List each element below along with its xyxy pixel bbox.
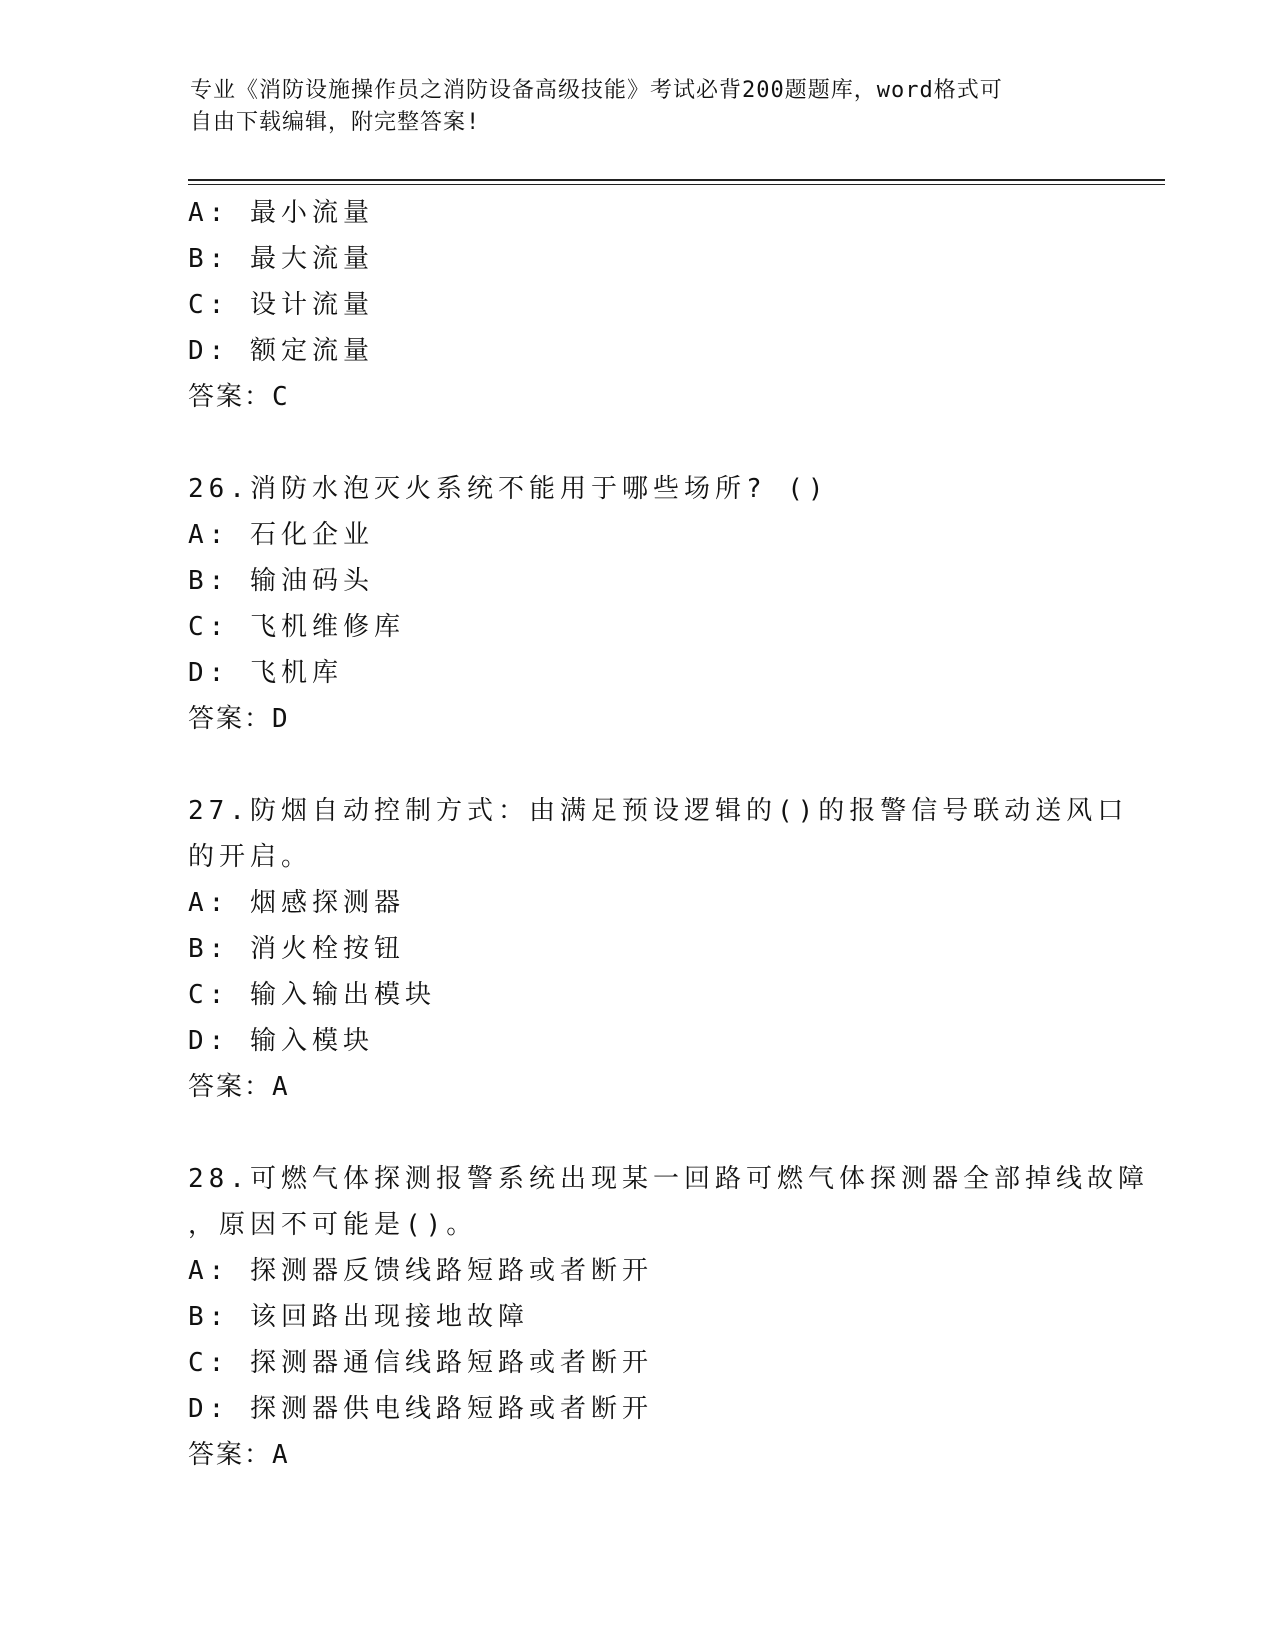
option-a: A: 石化企业 [188,520,374,550]
option-d: D: 输入模块 [188,1026,374,1056]
spacer [188,1110,1088,1156]
question-28 [188,1156,1149,1478]
header-line-1: 专业《消防设施操作员之消防设备高级技能》考试必背200题题库，word格式可 [190,78,1003,103]
spacer [188,420,1088,466]
answer-value: D [272,704,290,734]
option-c: C: 设计流量 [188,290,374,320]
question-25 [188,190,1088,420]
option-c: C: 探测器通信线路短路或者断开 [188,1348,653,1378]
option-a: A: 烟感探测器 [188,888,405,918]
option-d: D: 额定流量 [188,336,374,366]
question-27 [188,788,1129,1110]
spacer [188,742,1088,788]
document-header [190,75,1090,139]
answer-line [188,374,1088,420]
question-text-line-1: 28.可燃气体探测报警系统出现某一回路可燃气体探测器全部掉线故障 [188,1164,1149,1194]
answer-label: 答案： [188,1072,273,1102]
answer-value: C [272,382,290,412]
question-content [188,190,1149,1478]
header-line-2: 自由下载编辑，附完整答案! [190,110,481,135]
question-text-line-1: 27.防烟自动控制方式：由满足预设逻辑的()的报警信号联动送风口 [188,796,1129,826]
option-c: C: 飞机维修库 [188,612,405,642]
option-b: B: 消火栓按钮 [188,934,405,964]
option-b: B: 该回路出现接地故障 [188,1302,529,1332]
answer-label: 答案： [188,382,273,412]
question-text-line-2: ，原因不可能是()。 [188,1210,478,1240]
option-a: A: 探测器反馈线路短路或者断开 [188,1256,653,1286]
option-c: C: 输入输出模块 [188,980,436,1010]
answer-value: A [272,1072,290,1102]
header-rule-thin [188,184,1165,185]
question-text: 26.消防水泡灭火系统不能用于哪些场所? () [188,474,829,504]
option-d: D: 探测器供电线路短路或者断开 [188,1394,653,1424]
question-26 [188,466,1088,742]
answer-line [188,1432,1088,1478]
option-d: D: 飞机库 [188,658,343,688]
answer-label: 答案： [188,1440,273,1470]
option-b: B: 最大流量 [188,244,374,274]
answer-line [188,1064,1088,1110]
option-a: A: 最小流量 [188,198,374,228]
answer-value: A [272,1440,290,1470]
answer-label: 答案： [188,704,273,734]
header-rule-thick [188,179,1165,181]
answer-line [188,696,1088,742]
option-b: B: 输油码头 [188,566,374,596]
question-text-line-2: 的开启。 [188,842,313,872]
